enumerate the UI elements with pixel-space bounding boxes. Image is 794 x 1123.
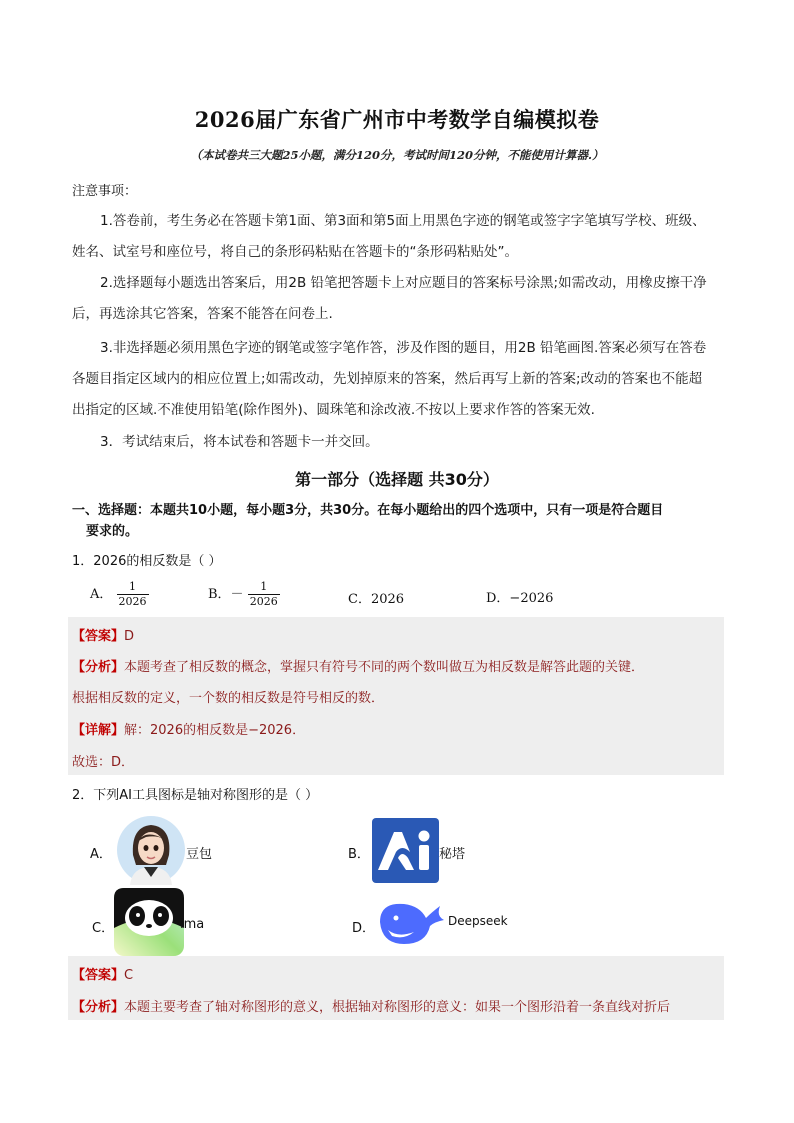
ima-panda-icon [114,888,184,956]
q2-analysis [72,996,670,1015]
notice-2-line-2: 后，再选涂其它答案，答案不能答在问卷上. [72,306,333,322]
q1-answer-box [68,617,724,775]
q1-option-b-label: B．－ [208,587,244,602]
q2-option-b-name: 秘塔 [439,847,466,862]
notice-heading: 注意事项： [72,184,138,199]
q2-option-c-name: ima [180,917,205,932]
q1-detail-text: 解：2026的相反数是−2026． [124,723,306,738]
q2-option-d-label: D． [352,921,376,936]
q2-stem: 2．下列AI工具图标是轴对称图形的是（ ） [72,788,319,803]
q1-answer-tag: 【答案】 [72,629,125,644]
q1-analysis-line-1: 本题考查了相反数的概念，掌握只有符号不同的两个数叫做互为相反数是解答此题的关键． [124,660,645,675]
q2-option-d-name: Deepseek [448,914,508,928]
notice-4 [72,427,724,458]
q1-analysis-line-2: 根据相反数的定义，一个数的相反数是符号相反的数． [72,691,385,706]
q1-detail-tag: 【详解】 [72,723,125,738]
q2-answer-value: C [124,968,134,983]
q2-analysis-line-1: 本题主要考查了轴对称图形的意义，根据轴对称图形的意义：如果一个图形沿着一条直线对折后 [124,1000,671,1015]
mcq-instructions-line-1: 一、选择题：本题共10小题，每小题3分，共30分。在每小题给出的四个选项中，只有一项是符合题目 [72,503,664,518]
notice-4-line: 3．考试结束后，将本试卷和答题卡一并交回。 [100,434,379,450]
section-title: 第一部分（选择题 共30分） [295,470,499,489]
q1-stem: 1．2026的相反数是（ ） [72,554,222,569]
notice-1-line-1: 1.答卷前，考生务必在答题卡第1面、第3面和第5面上用黑色字迹的钢笔或签字字笔填写学校、班级、 [100,213,706,229]
metaso-logo-icon [372,818,439,883]
doubao-avatar-icon [116,815,186,885]
q1-option-b-denominator: 2026 [249,595,278,608]
q2-analysis-tag: 【分析】 [72,1000,125,1015]
q1-analysis-tag: 【分析】 [72,660,125,675]
q1-answer [72,625,134,644]
q2-option-a-name: 豆包 [186,847,213,862]
q2-answer-tag: 【答案】 [72,968,125,983]
q1-option-a [90,580,149,609]
mcq-instructions-line-2: 要求的。 [86,524,139,539]
notice-3-line-2: 各题目指定区域内的相应位置上;如需改动，先划掉原来的答案，然后再写上新的答案;改动的答案也不能超 [72,371,703,387]
exam-subtitle: （本试卷共三大题25小题，满分120分，考试时间120分钟，不能使用计算器.） [190,148,604,162]
q1-analysis [72,656,644,675]
q2-option-c-label: C． [92,921,115,936]
mcq-instructions [72,500,724,542]
q1-option-a-label: A． [90,587,113,602]
deepseek-whale-icon [374,896,446,948]
notice-2-line-1: 2.选择题每小题选出答案后，用2B 铅笔把答题卡上对应题目的答案标号涂黑;如需改动，用橡皮擦干净 [100,275,707,291]
notice-1-line-2: 姓名、试室号和座位号，将自己的条形码粘贴在答题卡的“条形码粘贴处”。 [72,244,518,260]
notice-3 [72,333,724,426]
exam-title: 2026届广东省广州市中考数学自编模拟卷 [194,107,600,132]
notice-3-line-1: 3.非选择题必须用黑色字迹的钢笔或签字笔作答，涉及作图的题目，用2B 铅笔画图.答案必须写在答卷 [100,340,707,356]
q1-option-b-numerator: 1 [248,580,280,595]
notice-1 [72,206,724,268]
q1-detail [72,719,305,738]
q1-choose: 故选：D． [72,755,135,770]
q1-option-a-denominator: 2026 [118,595,147,608]
q1-option-a-fraction [117,580,149,609]
notice-2 [72,268,724,330]
q1-option-d: D．−2026 [486,591,554,606]
q1-answer-value: D [124,629,135,644]
q2-answer [72,964,133,983]
q2-option-b-label: B． [348,847,370,862]
q1-option-b-fraction [248,580,280,609]
q1-option-c: C．2026 [348,592,405,607]
q2-answer-box [68,956,724,1020]
q2-option-a-label: A． [90,847,112,862]
notice-3-line-3: 出指定的区域.不准使用铅笔(除作图外)、圆珠笔和涂改液.不按以上要求作答的答案无效. [72,402,595,418]
q1-option-b [208,580,280,609]
q1-option-a-numerator: 1 [117,580,149,595]
